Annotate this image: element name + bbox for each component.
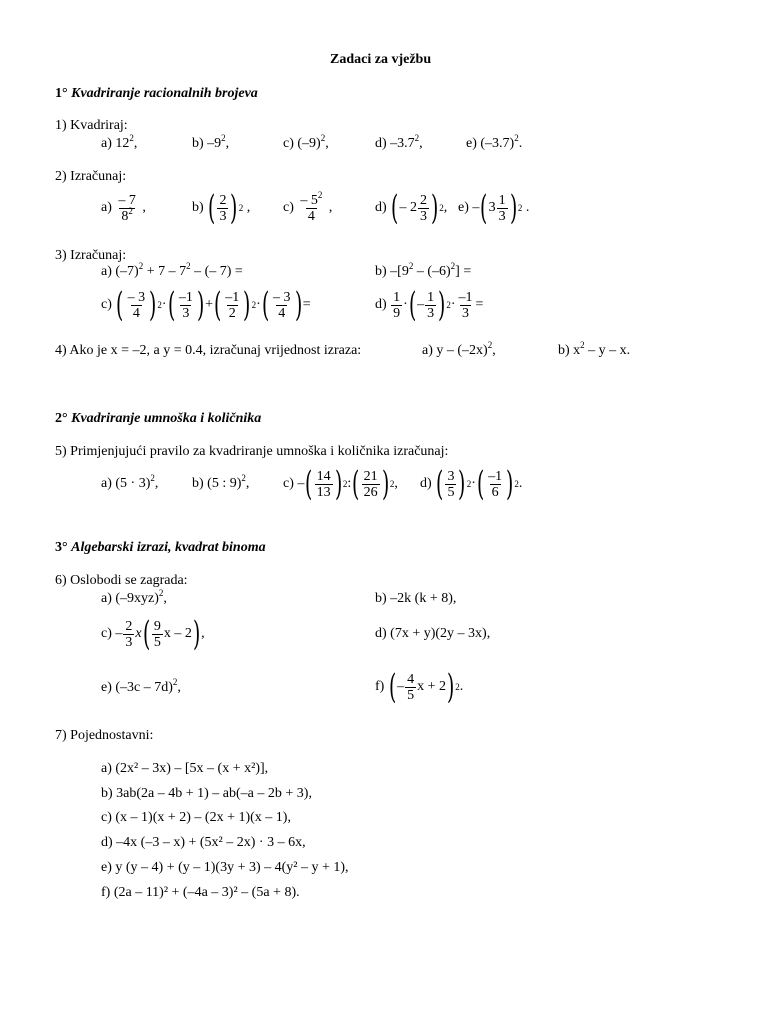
task-7-a: a) (2x² – 3x) – [5x – (x + x²)],: [101, 761, 269, 776]
task-4-b: b) $x^2$ – y – x.: [558, 340, 631, 358]
section-2-title: Kvadriranje umnoška i količnika: [71, 411, 262, 426]
task-7-b: b) 3ab(2a – 4b + 1) – ab(–a – 2b + 3),: [101, 786, 312, 801]
task-6-b: b) –2k (k + 8),: [375, 591, 457, 606]
task-3-a: a) $(-7)^2 + 7 - 7^2$ – (– 7) =: [101, 261, 243, 279]
section-1-heading: [55, 86, 258, 102]
task-1-d: d) $-3.7^2$,: [375, 133, 423, 151]
section-3-heading: [55, 540, 266, 556]
task-2-c: c) $\frac{- 5^2}{4}$ ,: [283, 189, 333, 224]
task-7-label: 7) Pojednostavni:: [55, 728, 154, 743]
task-1-b: b) $-9^2$,: [192, 133, 230, 151]
task-1-c: c) $(-9)^2$,: [283, 133, 329, 151]
task-5-d: d) ( $\frac{3}{5}$ ) 2 · ( $\frac{-1}{6}$ ) 2 .: [420, 464, 523, 504]
task-3-c: c) ( $\frac{- 3}{4}$ ) 2 · ( $\frac{-1}{3}$ ) + ( $\frac{-1}{2}$ ) 2 · ( $\frac{- 3}{4}$ ) =: [101, 285, 311, 325]
task-4-text: 4) Ako je x = –2, a y = 0.4, izračunaj vrijednost izraza:: [55, 343, 362, 358]
task-2-b: b) ( $\frac{2}{3}$ ) 2 ,: [192, 188, 251, 228]
section-2-heading: [55, 411, 261, 427]
task-3-d: d) $\frac{1}{9}$ · ( – $\frac{1}{3}$ ) 2 · $\frac{-1}{3}$ =: [375, 285, 484, 325]
section-1-number: 1°: [55, 86, 68, 101]
page-title: Zadaci za vježbu: [330, 52, 432, 67]
task-7-d: d) –4x (–3 – x) + (5x² – 2x) · 3 – 6x,: [101, 835, 306, 850]
task-5-a: a) $(5 \cdot 3)^2$,: [101, 473, 159, 491]
task-2-label: 2) Izračunaj:: [55, 169, 127, 184]
task-2-e: e) – ( 3 $\frac{1}{3}$ ) 2 .: [458, 188, 530, 228]
section-1-title: Kvadriranje racionalnih brojeva: [71, 86, 258, 101]
task-7-f: f) (2a – 11)² + (–4a – 3)² – (5a + 8).: [101, 885, 300, 900]
task-1-label: 1) Kvadriraj:: [55, 118, 128, 133]
task-2-d: d) ( – 2 $\frac{2}{3}$ ) 2 ,: [375, 188, 448, 228]
task-3-label: 3) Izračunaj:: [55, 248, 127, 263]
task-6-c: c) – $\frac{2}{3}$ x ( $\frac{9}{5}$ x – 2 ) ,: [101, 614, 205, 654]
section-3-number: 3°: [55, 540, 68, 555]
task-6-d: d) (7x + y)(2y – 3x),: [375, 626, 491, 641]
task-3-b: b) $-[9^2 - (-6)^2]$ =: [375, 261, 472, 279]
task-1-e: e) $(-3.7)^2$.: [466, 133, 523, 151]
task-5-label: 5) Primjenjujući pravilo za kvadriranje umnoška i količnika izračunaj:: [55, 444, 449, 459]
task-6-e: e) (–3c – 7d)$^2$,: [101, 677, 181, 695]
task-2-a: a) $\frac{- 7}{8^2}$ ,: [101, 192, 146, 224]
section-3-title: Algebarski izrazi, kvadrat binoma: [71, 540, 266, 555]
task-6-f: f) ( – $\frac{4}{5}$ x + 2 ) 2 .: [375, 667, 464, 707]
task-1-a: a) $12^2$,: [101, 133, 138, 151]
section-2-number: 2°: [55, 411, 68, 426]
task-7-c: c) (x – 1)(x + 2) – (2x + 1)(x – 1),: [101, 810, 291, 825]
task-6-label: 6) Oslobodi se zagrada:: [55, 573, 188, 588]
task-5-b: b) (5 : 9)$^2$,: [192, 473, 250, 491]
task-5-c: c) – ( $\frac{14}{13}$ ) 2 : ( $\frac{21}{26}$ ) 2 ,: [283, 464, 398, 504]
task-4-a: a) y – $(-2x)^2$,: [422, 340, 496, 358]
task-6-a: a) $(-9xyz)^2$,: [101, 588, 167, 606]
task-7-e: e) y (y – 4) + (y – 1)(3y + 3) – 4(y² – y + 1),: [101, 860, 349, 875]
